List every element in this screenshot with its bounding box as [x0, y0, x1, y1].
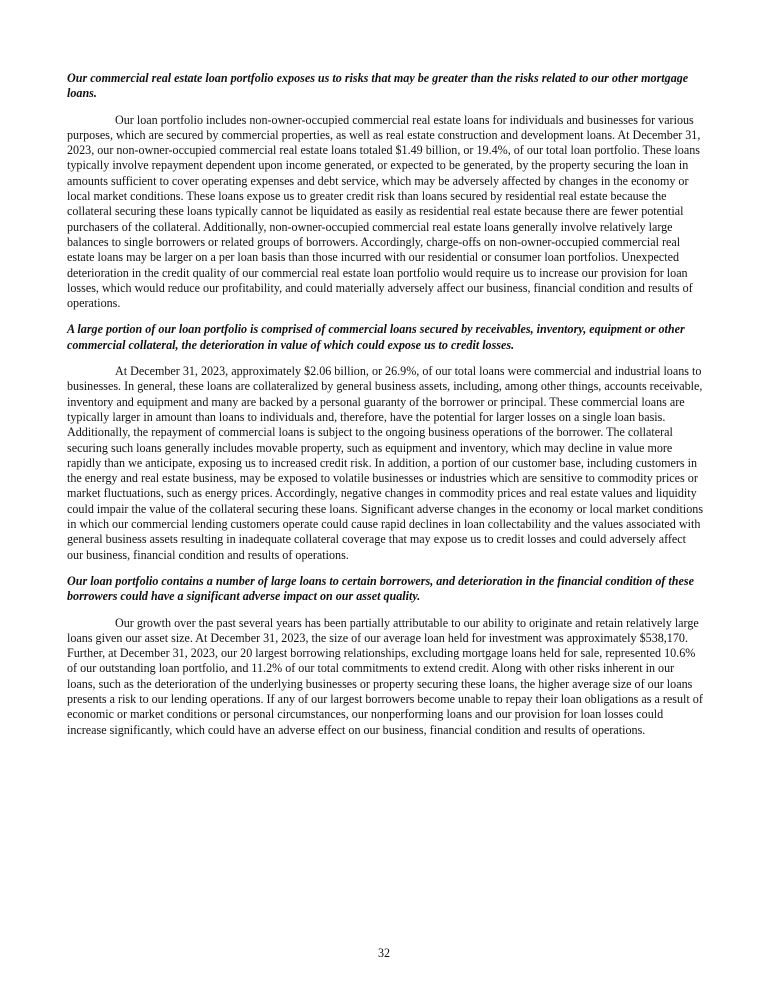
section-heading-large-loans: Our loan portfolio contains a number of large loans to certain borrowers, and deterioration in the financial condition of these borrowers could have a significant adverse impact on our asset quality.	[67, 573, 694, 604]
section-heading-commercial-real-estate: Our commercial real estate loan portfolio exposes us to risks that may be greater than the risks related to our other mortgage loans.	[67, 71, 689, 101]
section-body-commercial-loans: At December 31, 2023, approximately $2.06 billion, or 26.9%, of our total loans were commercial and industrial loans to businesses. In general, these loans are collateralized by general business assets, including, among other things, accounts receivable, inventory and equipment and many are backed by a personal guaranty of the borrower or principal. These commercial loans are typically larger in amount than loans to individuals and, therefore, have the potential for larger losses on a single loan basis. Additionally, the repayment of commercial loans is subject to the ongoing business operations of the borrower. The collateral securing such loans generally includes movable property, such as equipment and inventory, which may decline in value more rapidly than we anticipate, exposing us to increased credit risk. In addition, a portion of our customer base, including customers in the energy and real estate business, may be exposed to volatile businesses or industries which are sensitive to commodity prices or market fluctuations, such as energy prices. Accordingly, negative changes in commodity prices and real estate values and liquidity could impair the value of the collateral securing these loans. Significant adverse changes in the economy or local market conditions in which our commercial lending customers operate could cause rapid declines in loan collectability and the values associated with general business assets resulting in inadequate collateral coverage that may expose us to credit losses and could adversely affect our business, financial condition and results of operations.	[67, 364, 704, 562]
section-heading-commercial-loans: A large portion of our loan portfolio is comprised of commercial loans secured by receivables, inventory, equipment or other commercial collateral, the deterioration in value of which could expose us to credit losses.	[67, 322, 685, 352]
page-number: 32	[377, 946, 391, 960]
document-page	[67, 71, 705, 749]
section-body-commercial-real-estate: Our loan portfolio includes non-owner-occupied commercial real estate loans for individuals and businesses for various purposes, which are secured by commercial properties, as well as real estate construction and development loans. At December 31, 2023, our non-owner-occupied commercial real estate loans totaled $1.49 billion, or 19.4%, of our total loan portfolio. These loans typically involve repayment dependent upon income generated, or expected to be generated, by the property securing the loan in amounts sufficient to cover operating expenses and debt service, which may be adversely affected by changes in the economy or local market conditions. These loans expose us to greater credit risk than loans secured by residential real estate because the collateral securing these loans typically cannot be liquidated as easily as residential real estate because there are fewer potential purchasers of the collateral. Additionally, non-owner-occupied commercial real estate loans generally involve relatively large balances to single borrowers or related groups of borrowers. Accordingly, charge-offs on non-owner-occupied commercial real estate loans may be larger on a per loan basis than those incurred with our residential or consumer loan portfolios. Unexpected deterioration in the credit quality of our commercial real estate loan portfolio would require us to increase our provision for loan losses, which would reduce our profitability, and could materially adversely affect our business, financial condition and results of operations.	[67, 112, 701, 311]
section-body-large-loans: Our growth over the past several years has been partially attributable to our ability to originate and retain relatively large loans given our asset size. At December 31, 2023, the size of our average loan held for investment was approximately $538,170. Further, at December 31, 2023, our 20 largest borrowing relationships, excluding mortgage loans held for sale, represented 10.6% of our outstanding loan portfolio, and 11.2% of our total commitments to extend credit. Along with other risks inherent in our loans, such as the deterioration of the underlying businesses or property securing these loans, the higher average size of our loans presents a risk to our lending operations. If any of our largest borrowers become unable to repay their loan obligations as a result of economic or market conditions or personal circumstances, our nonperforming loans and our provision for loan losses could increase significantly, which could have an adverse effect on our business, financial condition and results of operations.	[67, 615, 703, 737]
